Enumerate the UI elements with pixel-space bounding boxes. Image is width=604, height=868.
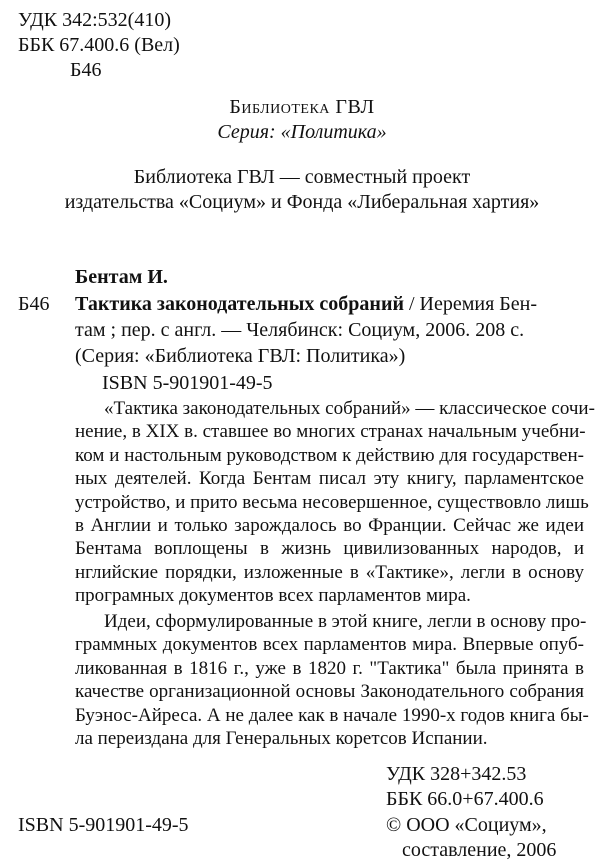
abstract-line: ком и настольным руководством к действию для государствен- [75, 444, 584, 466]
abstract-line: Буэнос-Айреса. А не далее как в начале 1990-х годов книга бы- [75, 704, 589, 726]
copyright-line-2: составление, 2006 [402, 839, 557, 861]
bottom-bbk-code: ББК 66.0+67.400.6 [386, 788, 544, 810]
catalog-isbn: ISBN 5-901901-49-5 [102, 372, 273, 394]
abstract-line: ликованная в 1816 г., уже в 1820 г. "Тактика" была принята в [75, 657, 584, 679]
project-line-1: Библиотека ГВЛ — совместный проект [133, 166, 471, 188]
abstract-line: нглийские порядки, изложенные в «Тактике», легли в основу [75, 561, 584, 583]
catalog-mark: Б46 [18, 293, 50, 315]
catalog-title-rest: / Иеремия Бен- [403, 293, 538, 315]
footer-isbn: ISBN 5-901901-49-5 [18, 814, 189, 836]
catalog-title [75, 292, 537, 316]
catalog-line-3: (Серия: «Библиотека ГВЛ: Политика») [75, 345, 406, 367]
udk-code: УДК 342:532(410) [18, 9, 171, 31]
abstract-line: ных деятелей. Когда Бентам писал эту книгу, парламентское [75, 468, 584, 490]
catalog-line-2: там ; пер. с англ. — Челябинск: Социум, 2006. 208 с. [75, 319, 525, 341]
abstract-line: «Тактика законодательных собраний» — классическое сочи- [104, 398, 595, 419]
abstract-line: ла переиздана для Генеральных коретсов Испании. [75, 728, 488, 749]
abstract-line: програмных документов всех парламентов мира. [75, 585, 471, 607]
bbk-code: ББК 67.400.6 (Вел) [18, 34, 180, 56]
abstract-line: Идеи, сформулированные в этой книге, легли в основу про- [104, 611, 587, 632]
catalog-title-bold: Тактика законодательных собраний [75, 293, 404, 315]
author-mark: Б46 [70, 59, 102, 81]
abstract-line: устройство, и прито весьма несовершенное, существовло лишь [75, 491, 589, 513]
bottom-udk-code: УДК 328+342.53 [386, 763, 527, 785]
abstract-line: в Англии и только зарождалось во Франции. Сейчас же идеи [75, 515, 584, 536]
copyright-line-1: © ООО «Социум», [386, 814, 547, 836]
abstract-line: нение, в XIX в. ставшее во многих странах начальным учебни- [75, 421, 586, 443]
abstract-line: граммных документов всех парламентов мира. Впервые опуб- [75, 634, 584, 656]
catalog-author: Бентам И. [75, 266, 168, 288]
abstract-line: Бентама воплощены в жизнь цивилизованных народов, и [75, 538, 584, 560]
series-name: Серия: «Политика» [217, 121, 387, 143]
project-line-2: издательства «Социум» и Фонда «Либеральная хартия» [64, 191, 540, 213]
library-name: Библиотека ГВЛ [229, 96, 375, 118]
abstract-line: качестве организационной основы Законодательного собрания [75, 681, 584, 703]
